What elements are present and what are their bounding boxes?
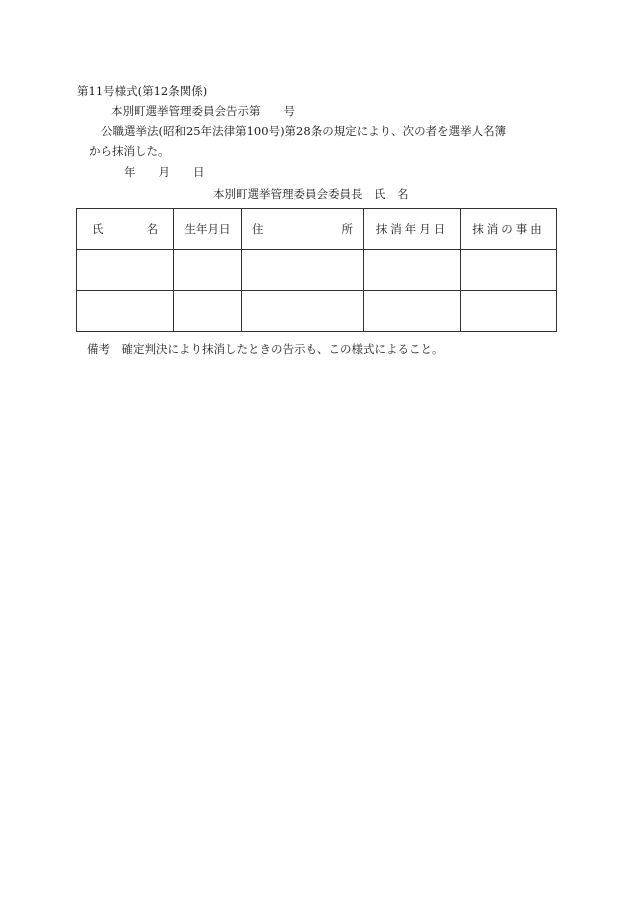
header-name-right: 名 [146,222,158,236]
body-text-line-1: 公職選挙法(昭和25年法律第100号)第28条の規定により、次の者を選挙人名簿 [101,124,507,138]
cell-deletion-date [364,250,461,291]
remarks-note: 備考 確定判決により抹消したときの告示も、この様式によること。 [87,342,444,356]
signatory-line: 本別町選挙管理委員会委員長 氏 名 [213,187,409,201]
table-header-row [77,209,557,250]
date-line: 年 月 日 [124,165,205,179]
table-row [77,250,557,291]
body-text-line-2: から抹消した。 [89,144,170,158]
notice-number: 本別町選挙管理委員会告示第 号 [111,104,295,118]
cell-name [77,291,174,332]
cell-date-of-birth [174,291,242,332]
cell-date-of-birth [174,250,242,291]
table-row [77,291,557,332]
header-deletion-date: 抹消年月日 [364,209,461,250]
header-address [242,209,364,250]
cell-deletion-date [364,291,461,332]
header-address-right: 所 [341,222,353,236]
cell-deletion-reason [461,291,557,332]
header-date-of-birth: 生年月日 [174,209,242,250]
deletion-register-table [76,208,557,332]
cell-address [242,291,364,332]
header-address-left: 住 [252,222,264,236]
cell-deletion-reason [461,250,557,291]
header-name [77,209,174,250]
header-name-left: 氏 [92,222,104,236]
cell-name [77,250,174,291]
cell-address [242,250,364,291]
form-number: 第11号様式(第12条関係) [77,84,208,98]
header-deletion-reason: 抹消の事由 [461,209,557,250]
